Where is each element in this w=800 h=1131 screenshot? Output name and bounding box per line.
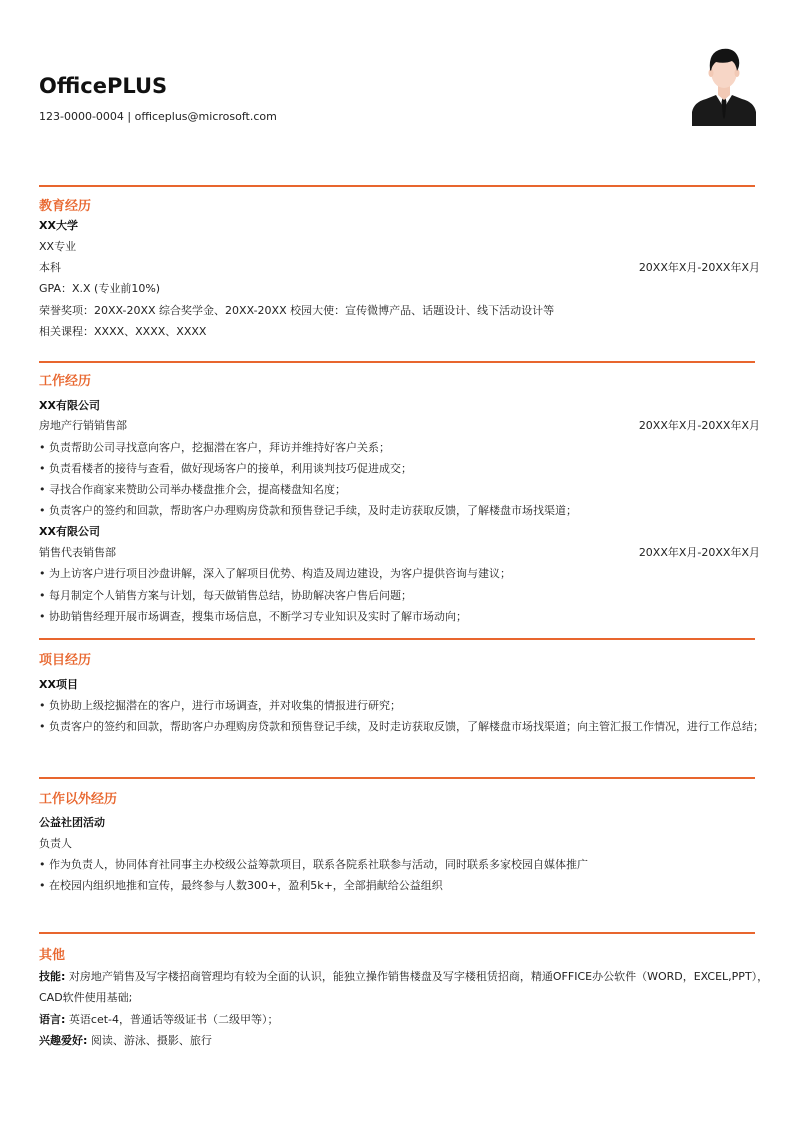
skills-line bbox=[39, 969, 769, 985]
list-item: • 作为负责人，协同体育社同事主办校级公益筹款项目，联系各院系社联参与活动，同时联系多家校园自媒体推广 bbox=[39, 857, 760, 873]
work-title: 工作经历 bbox=[39, 374, 92, 389]
list-item: • 负责客户的签约和回款，帮助客户办理购房贷款和预售登记手续，及时走访获取反馈，了解楼盘市场找渠道；向主管汇报工作情况，进行工作总结； bbox=[39, 719, 760, 735]
contact-info: 123-0000-0004 | officeplus@microsoft.com bbox=[39, 110, 277, 123]
hobby-label: 兴趣爱好: bbox=[39, 1034, 88, 1047]
skills-line-2: CAD软件使用基础; bbox=[39, 991, 133, 1004]
courses: 相关课程：XXXX、XXXX、XXXX bbox=[39, 325, 207, 338]
avatar bbox=[692, 42, 756, 126]
extra-divider bbox=[39, 777, 755, 779]
project-name: XX项目 bbox=[39, 678, 78, 691]
job-role: 销售代表销售部 bbox=[39, 546, 116, 559]
work-divider bbox=[39, 361, 755, 363]
major: XX专业 bbox=[39, 240, 77, 253]
skills-label: 技能: bbox=[39, 970, 66, 983]
hobby-line bbox=[39, 1033, 760, 1049]
job-role: 房地产行销销售部 bbox=[39, 419, 127, 432]
candidate-name: OfficePLUS bbox=[39, 74, 168, 98]
job-date: 20XX年X月-20XX年X月 bbox=[638, 546, 760, 559]
other-title: 其他 bbox=[39, 948, 66, 963]
list-item: • 负责帮助公司寻找意向客户，挖掘潜在客户，拜访并维持好客户关系； bbox=[39, 440, 760, 456]
list-item: • 为上访客户进行项目沙盘讲解，深入了解项目优势、构造及周边建设，为客户提供咨询与建议； bbox=[39, 566, 760, 582]
education-divider bbox=[39, 185, 755, 187]
list-item: • 负责看楼者的接待与查看，做好现场客户的接单，利用谈判技巧促进成交； bbox=[39, 461, 760, 477]
list-item: • 在校园内组织地推和宣传，最终参与人数300+，盈利5k+，全部捐献给公益组织 bbox=[39, 878, 760, 894]
list-item: • 协助销售经理开展市场调查，搜集市场信息，不断学习专业知识及实时了解市场动向； bbox=[39, 609, 760, 625]
list-item: • 寻找合作商家来赞助公司举办楼盘推介会，提高楼盘知名度； bbox=[39, 482, 760, 498]
language-label: 语言: bbox=[39, 1013, 66, 1026]
project-title: 项目经历 bbox=[39, 653, 92, 668]
degree: 本科 bbox=[39, 261, 61, 274]
list-item: • 每月制定个人销售方案与计划，每天做销售总结，协助解决客户售后问题； bbox=[39, 588, 760, 604]
gpa: GPA：X.X (专业前10%) bbox=[39, 282, 161, 295]
other-divider bbox=[39, 932, 755, 934]
job-company: XX有限公司 bbox=[39, 399, 100, 412]
job-date: 20XX年X月-20XX年X月 bbox=[638, 419, 760, 432]
extra-title: 工作以外经历 bbox=[39, 792, 118, 807]
language-line bbox=[39, 1012, 760, 1028]
hobby-text: 阅读、游泳、摄影、旅行 bbox=[87, 1034, 212, 1047]
education-date: 20XX年X月-20XX年X月 bbox=[638, 261, 760, 274]
project-divider bbox=[39, 638, 755, 640]
org-name: 公益社团活动 bbox=[39, 816, 105, 829]
list-item: • 负协助上级挖掘潜在的客户，进行市场调查，并对收集的情报进行研究； bbox=[39, 698, 760, 714]
job-company: XX有限公司 bbox=[39, 525, 100, 538]
school-name: XX大学 bbox=[39, 219, 78, 232]
skills-text: 对房地产销售及写字楼招商管理均有较为全面的认识，能独立操作销售楼盘及写字楼租赁招商，精通OFFICE办公软件（WORD，EXCEL,PPT）， bbox=[65, 970, 769, 983]
education-title: 教育经历 bbox=[39, 199, 92, 214]
list-item: • 负责客户的签约和回款，帮助客户办理购房贷款和预售登记手续，及时走访获取反馈，了解楼盘市场找渠道； bbox=[39, 503, 760, 519]
org-role: 负责人 bbox=[39, 837, 72, 850]
honors: 荣誉奖项：20XX-20XX 综合奖学金、20XX-20XX 校园大使：宣传微博产品、话题设计、线下活动设计等 bbox=[39, 304, 555, 317]
language-text: 英语cet-4，普通话等级证书（二级甲等）； bbox=[65, 1013, 279, 1026]
